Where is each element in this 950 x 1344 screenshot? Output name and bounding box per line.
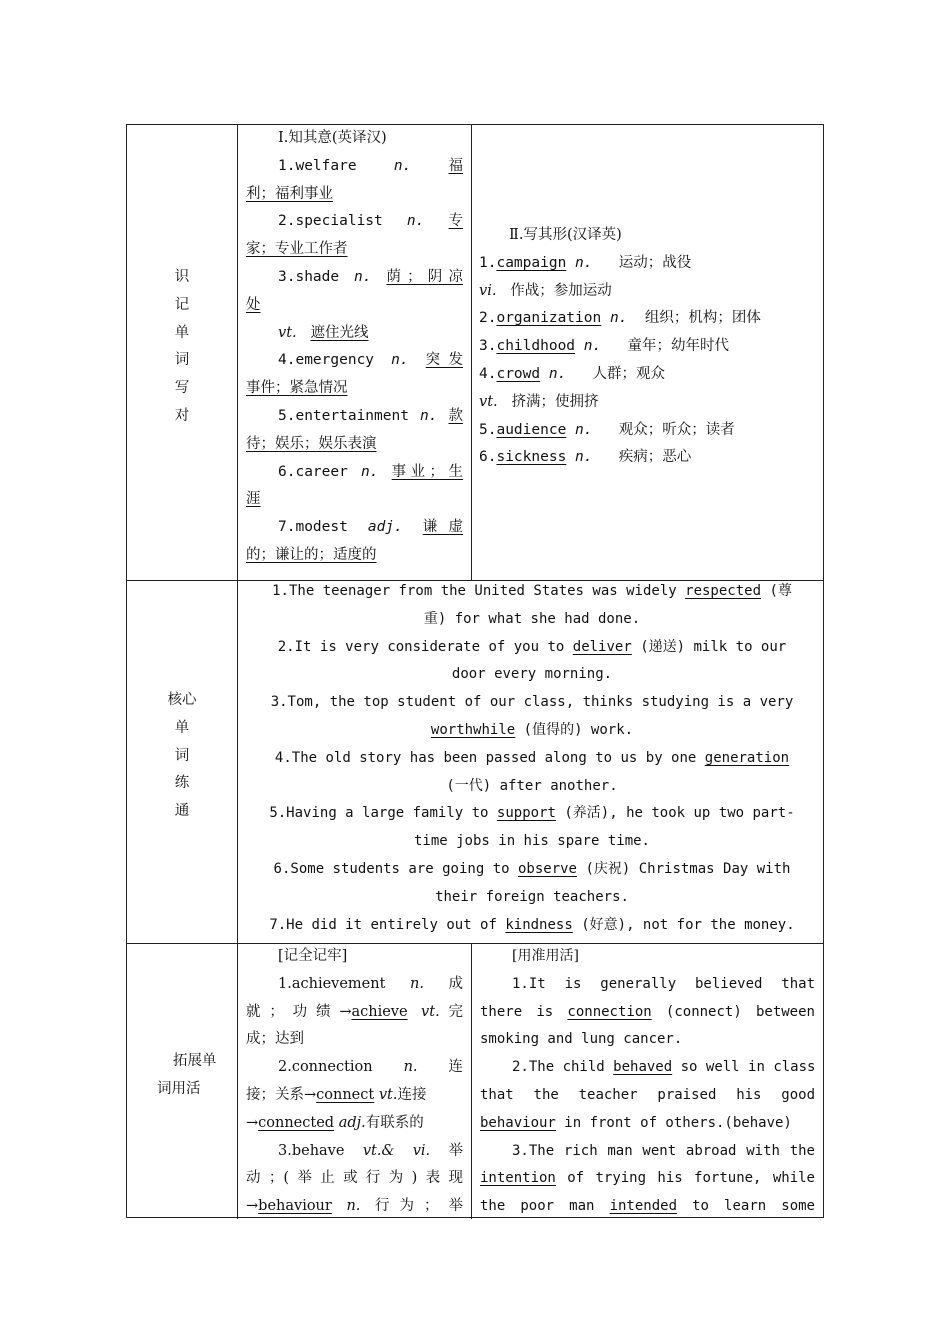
answer: deliver <box>572 638 632 655</box>
answer: organization <box>496 310 602 327</box>
vocab-item: 7.modest adj. 谦虚 <box>278 519 463 536</box>
vocab-item: 5.entertainment n. 款 <box>278 407 463 424</box>
answer: audience <box>496 421 567 438</box>
sentence-line: worthwhile (值得的) work. <box>430 721 634 738</box>
answer: 涯 <box>246 491 261 508</box>
column-divider <box>471 943 472 1219</box>
label-line: 通 <box>174 803 190 820</box>
answer: 谦虚 <box>422 519 463 536</box>
extend-left-title: [记全记牢] <box>278 948 348 964</box>
core-sentences <box>245 578 819 939</box>
sentence-line: their foreign teachers. <box>435 888 629 905</box>
label-line: 核心 <box>167 692 197 708</box>
answer: kindness <box>505 916 573 933</box>
vocab-item: 1.welfare n. 福 <box>278 157 463 174</box>
sentence: 3.Tom, the top student of our class, thinks studying is a very <box>270 694 794 711</box>
extend-memorize: [记全记牢] 1.achievement n. 成 就；功绩→achieve vt.完 成；达到 2.connection n. 连 接；关系→connect vt.连接 →connected adj.有联系的 3.behave vt.& vi. 举 动；(举止或行为)表现 →behaviour n. 行为；举 <box>246 943 463 1221</box>
answer: worthwhile <box>430 721 516 738</box>
sentence: 4.The old story has been passed along to us by one generation <box>274 749 790 766</box>
answer: 荫；阴凉 <box>386 268 463 285</box>
answer: 事件；紧急情况 <box>246 380 348 397</box>
column-divider <box>471 125 472 580</box>
sentence: 6.Some students are going to observe (庆祝) Christmas Day with <box>273 860 791 877</box>
vocab-item: 2.specialist n. 专 <box>278 213 463 230</box>
answer: connection <box>567 1003 652 1020</box>
answer: generation <box>704 749 790 766</box>
answer: 利；福利事业 <box>246 185 333 202</box>
sentence: 2.The child behaved so well in class <box>512 1059 815 1076</box>
answer: 处 <box>246 296 261 313</box>
vocabulary-table <box>126 124 824 1218</box>
vocab-item: 3.behave vt.& vi. 举 <box>278 1142 463 1159</box>
vocab-item: 2.connection n. 连 <box>278 1059 463 1076</box>
answer: intended <box>609 1198 677 1215</box>
extend-apply <box>480 943 815 1221</box>
vocab-item: 2.organization n. 组织；机构；团体 <box>479 310 761 327</box>
sentence-line: door every morning. <box>451 666 613 683</box>
sentence: 5.Having a large family to support (养活), he took up two part- <box>269 805 795 822</box>
part1-english-to-chinese: Ⅰ.知其意(英译汉) 1.welfare n. 福 利；福利事业 2.specialist n. 专 家；专业工作者 3.shade n. 荫；阴凉 处 vt. 遮住光线 4.emergency n. 突发 事件；紧急情况 5.entertainment n. 款 待；娱乐；娱乐表演 6.career n. 事业；生 涯 7.modest adj. 谦虚 的；谦让的；适度的 <box>246 125 463 570</box>
sentence-line: (一代) after another. <box>446 777 618 794</box>
sentence-line: the poor man intended to learn some <box>480 1198 815 1215</box>
answer: sickness <box>496 449 567 466</box>
answer: support <box>496 805 556 822</box>
sentence-line: behaviour in front of others.(behave) <box>480 1114 792 1131</box>
vocab-item: 4.emergency n. 突发 <box>278 352 463 369</box>
section-label-core <box>127 687 237 826</box>
section-label-recognize <box>127 264 237 431</box>
sentence-line: smoking and lung cancer. <box>480 1031 683 1048</box>
vocab-item: 1.achievement n. 成 <box>278 975 463 992</box>
part2-title: Ⅱ.写其形(汉译英) <box>509 227 622 243</box>
part1-title: Ⅰ.知其意(英译汉) <box>278 130 387 146</box>
sentence-line: intention of trying his fortune, while <box>480 1170 815 1187</box>
answer: 福 <box>448 157 463 174</box>
section-label-extend <box>147 1048 257 1104</box>
answer: 专 <box>448 213 463 230</box>
answer: 遮住光线 <box>310 324 369 341</box>
sentence-line: 重) for what she had done. <box>423 610 641 627</box>
sentence: 1.It is generally believed that <box>512 975 815 992</box>
answer: behaviour <box>480 1114 556 1131</box>
vocab-item: 5.audience n. 观众；听众；读者 <box>479 421 735 438</box>
extend-right-title: [用准用活] <box>512 948 579 964</box>
answer: childhood <box>496 338 576 355</box>
answer: connected <box>258 1114 335 1131</box>
answer: achieve <box>351 1003 408 1020</box>
vocab-item: 4.crowd n. 人群；观众 <box>479 365 666 382</box>
answer: behaved <box>613 1059 673 1076</box>
answer: 待；娱乐；娱乐表演 <box>246 435 377 452</box>
label-line: 词 <box>174 747 190 764</box>
label-line: 识 <box>174 269 190 285</box>
vocab-item: 3.childhood n. 童年；幼年时代 <box>479 338 729 355</box>
sentence-line: time jobs in his spare time. <box>413 833 650 850</box>
label-line: 对 <box>174 407 190 424</box>
label-line: 记 <box>174 296 190 313</box>
label-line: 单 <box>174 719 190 736</box>
answer: campaign <box>496 254 567 271</box>
answer: observe <box>517 860 577 877</box>
sentence-line: there is connection (connect) between <box>480 1003 815 1020</box>
vocab-item: 3.shade n. 荫；阴凉 <box>278 268 463 285</box>
label-line: 写 <box>174 380 190 397</box>
label-line: 单 <box>174 324 190 341</box>
vocab-item: 1.campaign n. 运动；战役 <box>479 254 692 271</box>
sentence: 3.The rich man went abroad with the <box>512 1142 815 1159</box>
label-line: 词 <box>174 352 190 369</box>
label-line: 练 <box>174 775 190 792</box>
answer: crowd <box>496 365 541 382</box>
sentence: 7.He did it entirely out of kindness (好意), not for the money. <box>269 916 795 933</box>
part2-chinese-to-english: Ⅱ.写其形(汉译英) 1.campaign n. 运动；战役 vi. 作战；参加运动 2.organization n. 组织；机构；团体 3.childhood n. 童年；幼年时代 4.crowd n. 人群；观众 vt. 挤满；使拥挤 5.audience n. 观众；听众；读者 6.sickness n. 疾病；恶心 <box>479 222 819 472</box>
vocab-item: 6.career n. 事业；生 <box>278 463 463 480</box>
answer: behaviour <box>258 1198 332 1215</box>
answer: 家；专业工作者 <box>246 241 348 258</box>
vocab-item: 6.sickness n. 疾病；恶心 <box>479 449 692 466</box>
answer: 突发 <box>425 352 463 369</box>
label-line: 词用活 <box>157 1080 201 1097</box>
answer: 款 <box>448 407 463 424</box>
answer: intention <box>480 1170 556 1187</box>
answer: connect <box>316 1086 375 1103</box>
answer: 事业；生 <box>391 463 463 480</box>
answer: 的；谦让的；适度的 <box>246 546 377 563</box>
answer: respected <box>685 583 761 599</box>
label-line: 拓展单 <box>173 1053 217 1069</box>
sentence: 2.It is very considerate of you to deliver (递送) milk to our <box>277 638 787 655</box>
sentence-line: that the teacher praised his good <box>480 1086 815 1103</box>
sentence: 1.The teenager from the United States was widely respected (尊 <box>272 583 792 599</box>
